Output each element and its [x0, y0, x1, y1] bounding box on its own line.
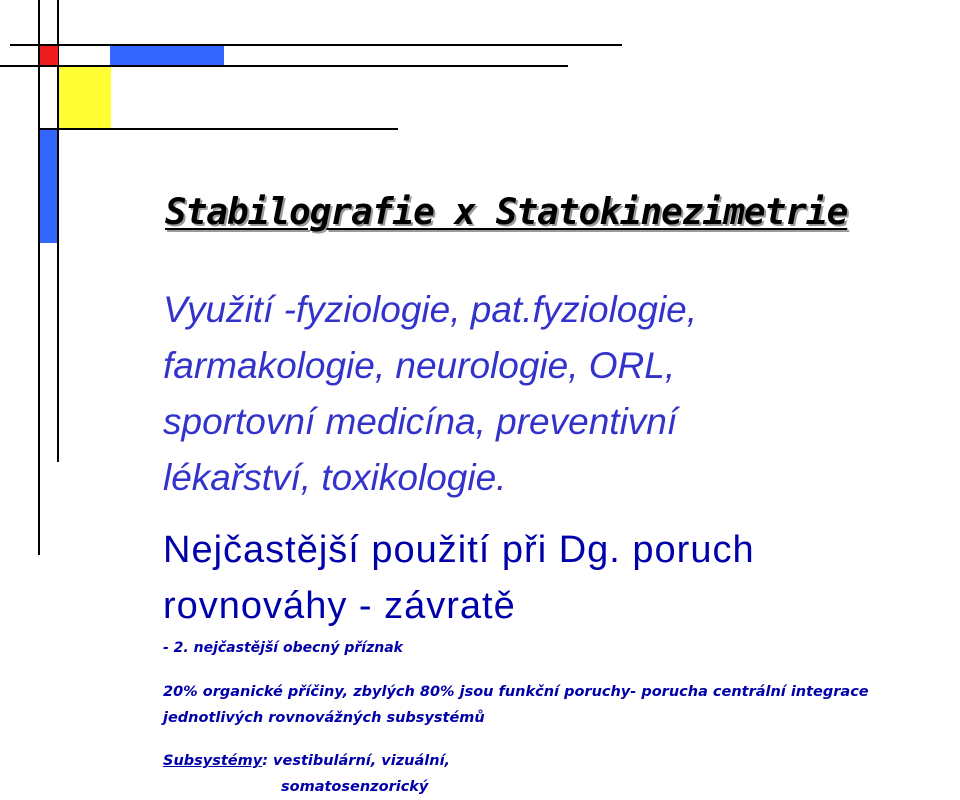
second-symptom-note: - 2. nejčastější obecný příznak — [163, 640, 403, 656]
common-use-line: rovnováhy - závratě — [163, 585, 516, 627]
uses-line: farmakologie, neurologie, ORL, — [163, 345, 676, 386]
uses-line: Využití -fyziologie, pat.fyziologie, — [163, 289, 698, 330]
horizontal-line-top — [10, 44, 622, 46]
uses-paragraph — [163, 282, 697, 506]
subsystems-label: Subsystémy — [163, 753, 263, 769]
causes-line: jednotlivých rovnovážných subsystémů — [163, 710, 485, 726]
subsystems-line: : vestibulární, vizuální, — [262, 753, 451, 769]
slide-title: Stabilografie x Statokinezimetrie — [165, 192, 848, 233]
red-square — [40, 46, 58, 65]
blue-bar-vertical — [40, 130, 57, 243]
horizontal-line-third — [40, 128, 398, 130]
blue-bar-top — [110, 46, 224, 65]
uses-line: sportovní medicína, preventivní — [163, 401, 678, 442]
uses-line: lékařství, toxikologie. — [163, 457, 507, 498]
subsystems-paragraph — [163, 748, 450, 800]
vertical-line-left — [38, 0, 40, 555]
yellow-rectangle — [59, 67, 111, 128]
causes-line: 20% organické příčiny, zbylých 80% jsou funkční poruchy- porucha centrální integrace — [163, 684, 869, 700]
subsystems-line: somatosenzorický — [281, 779, 429, 795]
causes-paragraph — [163, 679, 869, 731]
common-use-paragraph — [163, 522, 755, 634]
common-use-line: Nejčastější použití při Dg. poruch — [163, 529, 755, 571]
